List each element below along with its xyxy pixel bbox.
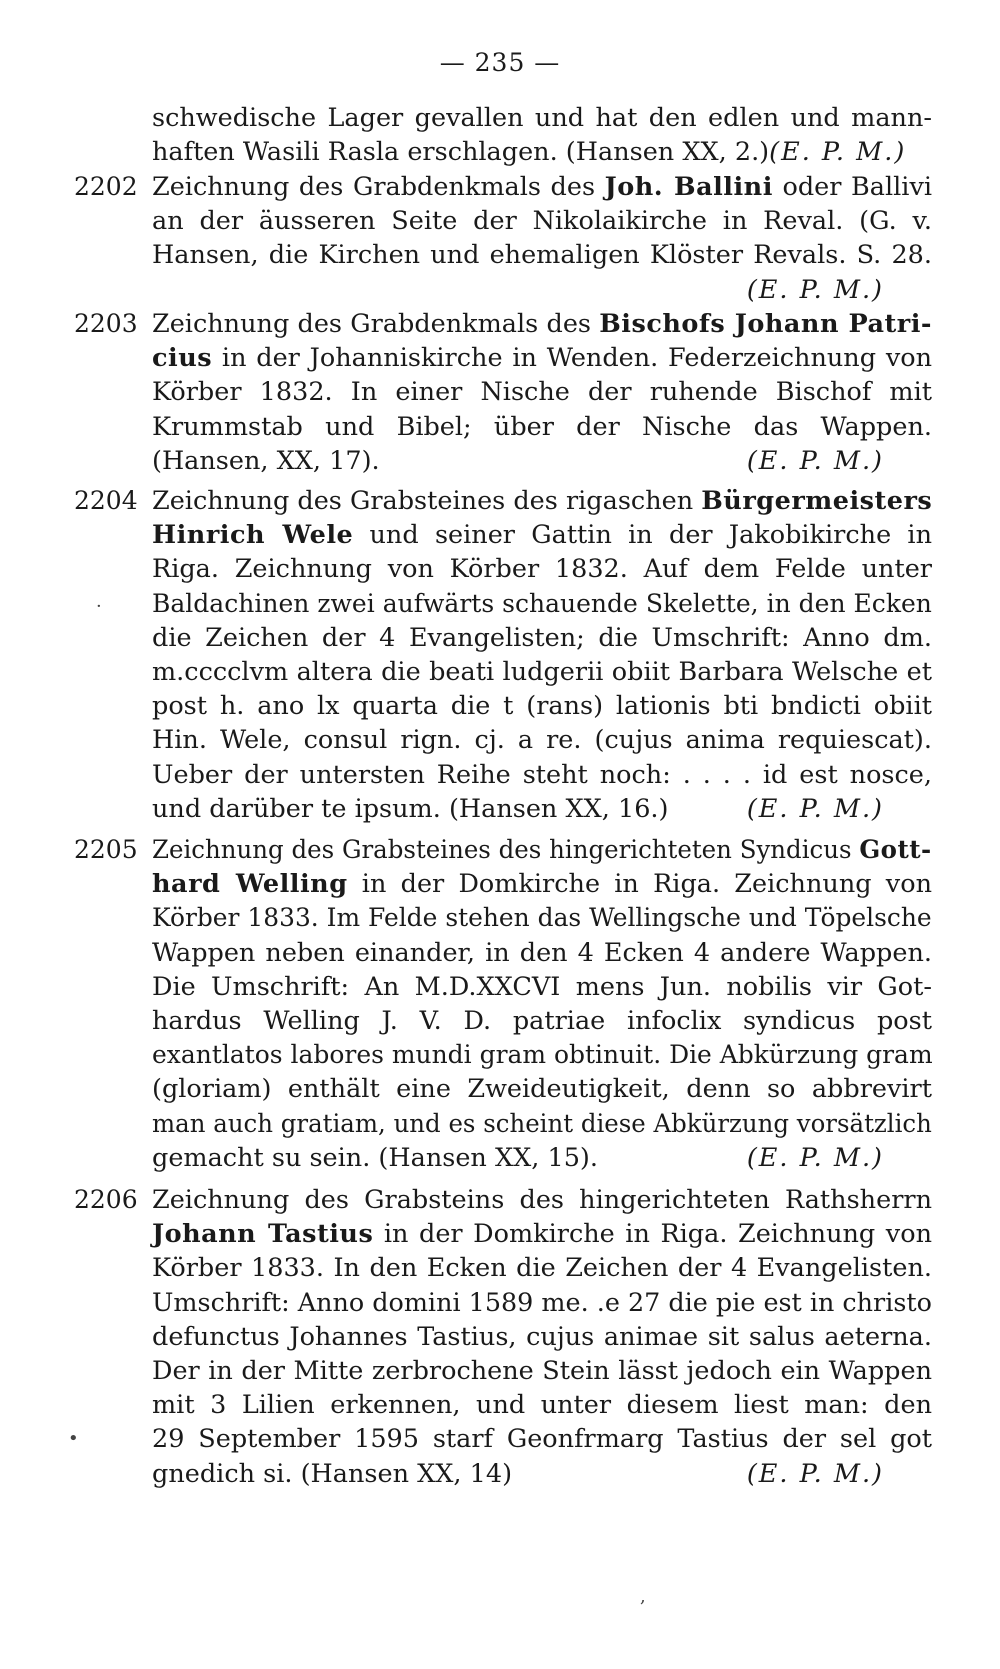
text-line bbox=[152, 867, 932, 901]
text-line-content: gemacht su sein. (Hansen XX, 15). bbox=[152, 1142, 598, 1173]
reference-siglum: (E. P. M.) bbox=[746, 793, 884, 824]
text-line: Riga. Zeichnung von Körber 1832. Auf dem Felde unter bbox=[152, 554, 932, 585]
text-line: man auch gratiam, und es scheint diese Abkürzung vorsätzlich bbox=[152, 1108, 932, 1139]
text-run: oder Ballivi bbox=[772, 172, 933, 202]
entry-number: 2205 bbox=[74, 835, 138, 864]
text-line: 29 September 1595 starf Geonfrmarg Tastius der sel got bbox=[152, 1424, 932, 1455]
text-line: defunctus Johannes Tastius, cujus animae sit salus aeterna. bbox=[152, 1321, 932, 1352]
text-line: Körber 1832. In einer Nische der ruhende Bischof mit bbox=[152, 377, 932, 408]
text-line: hardus Welling J. V. D. patriae infoclix syndicus post bbox=[152, 1006, 932, 1037]
text-run: und seiner Gattin in der Jakobikirche in bbox=[353, 520, 932, 551]
person-name: Joh. Ballini bbox=[604, 172, 773, 202]
entry-2202 bbox=[74, 170, 933, 307]
text-line: Hansen, die Kirchen und ehemaligen Klöster Revals. S. 28. bbox=[152, 240, 932, 271]
entry-number: 2206 bbox=[74, 1185, 138, 1214]
scan-speck: , bbox=[640, 1586, 646, 1607]
person-name: Hinrich Wele bbox=[152, 520, 354, 551]
entry-continuation bbox=[152, 101, 932, 169]
text-line: Körber 1833. In den Ecken die Zeichen der 4 Evangelisten. bbox=[152, 1253, 932, 1284]
text-line bbox=[152, 135, 932, 169]
text-run: in der Domkirche in Riga. Zeichnung von bbox=[373, 1219, 932, 1250]
text-run: Zeichnung des Grabsteines des hingerichteten Syndicus bbox=[152, 835, 860, 865]
text-line: mit 3 Lilien erkennen, und unter diesem liest man: den bbox=[152, 1390, 932, 1421]
text-line: Umschrift: Anno domini 1589 me. .e 27 die pie est in christo bbox=[152, 1287, 932, 1318]
text-line: Wappen neben einander, in den 4 Ecken 4 andere Wappen. bbox=[152, 937, 932, 968]
person-name: Bürgermeisters bbox=[701, 486, 933, 516]
entry-2204 bbox=[74, 484, 933, 826]
text-line bbox=[152, 1217, 932, 1251]
reference-siglum: (E. P. M.) bbox=[746, 1458, 884, 1489]
text-run: Zeichnung des Grabsteines des rigaschen bbox=[152, 486, 702, 516]
text-line bbox=[152, 792, 932, 826]
person-name: Bischofs Johann Patri- bbox=[599, 309, 932, 339]
entry-number: 2204 bbox=[74, 486, 138, 515]
text-line bbox=[152, 518, 932, 552]
text-line: (gloriam) enthält eine Zweideutigkeit, denn so abbrevirt bbox=[152, 1074, 932, 1105]
person-name: cius bbox=[152, 343, 213, 374]
text-line: Hin. Wele, consul rign. cj. a re. (cujus anima requiescat). bbox=[152, 725, 932, 756]
text-line: Ueber der untersten Reihe steht noch: . . . . id est nosce, bbox=[152, 759, 932, 790]
text-line bbox=[152, 170, 932, 204]
text-line: exantlatos labores mundi gram obtinuit. Die Abkürzung gram bbox=[152, 1040, 933, 1071]
entry-number: 2202 bbox=[74, 172, 138, 201]
reference-siglum: (E. P. M.) bbox=[746, 274, 884, 305]
text-line: die Zeichen der 4 Evangelisten; die Umschrift: Anno dm. bbox=[152, 622, 932, 653]
entry-2206 bbox=[74, 1183, 932, 1491]
text-line bbox=[152, 307, 932, 341]
reference-siglum: (E. P. M.) bbox=[746, 1142, 884, 1173]
text-line-content: (Hansen, XX, 17). bbox=[152, 445, 380, 476]
text-line bbox=[152, 341, 932, 375]
person-name: Gott- bbox=[859, 835, 932, 865]
text-line: Der in der Mitte zerbrochene Stein lässt jedoch ein Wappen bbox=[152, 1356, 932, 1387]
text-line bbox=[152, 273, 932, 307]
text-line bbox=[152, 444, 932, 478]
text-line: Zeichnung des Grabsteins des hingerichteten Rathsherrn bbox=[152, 1185, 932, 1215]
text-line: Die Umschrift: An M.D.XXCVI mens Jun. nobilis vir Got- bbox=[152, 971, 932, 1002]
reference-siglum: (E. P. M.) bbox=[746, 445, 884, 476]
text-line bbox=[152, 1457, 932, 1491]
text-line bbox=[152, 1141, 932, 1175]
text-run: Zeichnung des Grabdenkmals des bbox=[152, 172, 605, 202]
person-name: Johann Tastius bbox=[152, 1219, 374, 1250]
person-name: hard Welling bbox=[152, 869, 348, 900]
scan-speck: • bbox=[68, 1428, 79, 1449]
text-line: an der äusseren Seite der Nikolaikirche in Reval. (G. v. bbox=[152, 206, 932, 237]
text-line-content: gnedich si. (Hansen XX, 14) bbox=[152, 1458, 513, 1489]
text-line: schwedische Lager gevallen und hat den edlen und mann- bbox=[152, 103, 932, 133]
scan-speck: · bbox=[96, 596, 102, 617]
text-line: m.cccclvm altera die beati ludgerii obiit Barbara Welsche et bbox=[152, 657, 932, 688]
text-line: Körber 1833. Im Felde stehen das Wellingsche und Töpelsche bbox=[152, 903, 932, 934]
text-line: Krummstab und Bibel; über der Nische das Wappen. bbox=[152, 411, 932, 442]
text-line bbox=[152, 484, 932, 518]
text-line: Baldachinen zwei aufwärts schauende Skelette, in den Ecken bbox=[152, 588, 932, 619]
reference-siglum: (E. P. M.) bbox=[769, 137, 907, 168]
text-line-content: haften Wasili Rasla erschlagen. (Hansen XX, 2.) bbox=[152, 137, 770, 168]
page-number: — 235 — bbox=[439, 48, 561, 77]
text-run: in der Domkirche in Riga. Zeichnung von bbox=[347, 869, 932, 900]
text-line bbox=[152, 833, 932, 867]
text-run: Zeichnung des Grabdenkmals des bbox=[152, 309, 600, 339]
entry-number: 2203 bbox=[74, 309, 138, 338]
text-line-content: und darüber te ipsum. (Hansen XX, 16.) bbox=[152, 793, 669, 824]
text-line: post h. ano lx quarta die t (rans) lationis bti bndicti obiit bbox=[152, 691, 932, 722]
entry-2205 bbox=[74, 833, 933, 1175]
text-run: in der Johanniskirche in Wenden. Federzeichnung von bbox=[212, 343, 932, 374]
entry-2203 bbox=[74, 307, 932, 478]
